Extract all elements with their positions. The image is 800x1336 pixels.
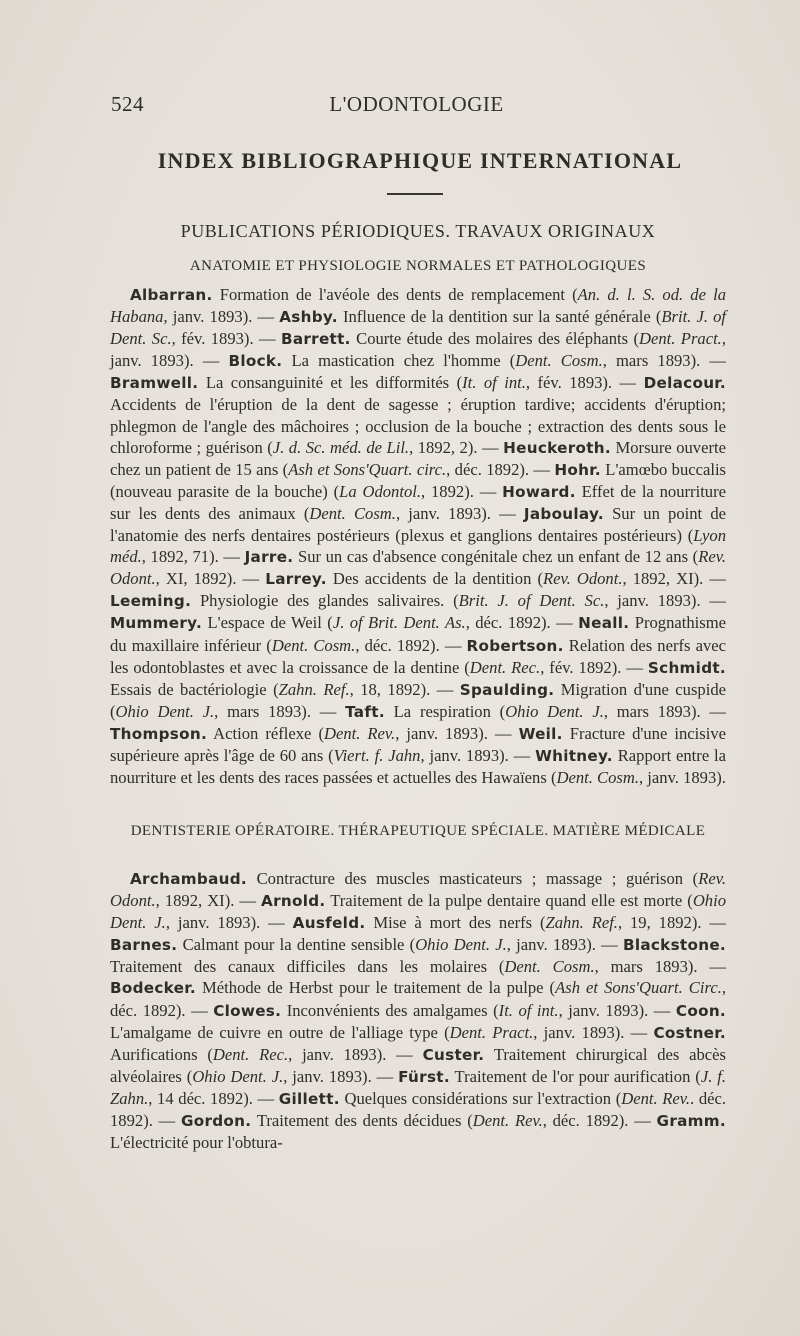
- entry-text: Sur un point de l'anatomie des nerfs dentaires postérieurs (plexus et ganglions dentaires postérieurs) (: [110, 503, 727, 546]
- entry-text: La mastication chez l'homme (: [282, 351, 516, 371]
- entry-author: Costner.: [653, 1023, 726, 1042]
- dentisterie-entries: [110, 868, 726, 1153]
- entry-text: Courte étude des molaires des éléphants (: [350, 329, 640, 349]
- entry-author: Howard.: [502, 482, 576, 501]
- entry-tail: , déc. 1892). —: [110, 978, 726, 1020]
- entry-text: Traitement de la pulpe dentaire quand elle est morte (: [325, 891, 693, 911]
- bibliography-entry: [110, 724, 519, 743]
- entry-text: L'espace de Weil (: [202, 613, 333, 633]
- entry-tail: , mars 1893). —: [594, 957, 726, 977]
- entry-author: Jarre.: [244, 548, 294, 567]
- bibliography-entry: [110, 373, 644, 392]
- entry-source: Ohio Dent. J.: [115, 701, 215, 721]
- entry-source: Lyon méd.: [110, 526, 726, 567]
- entry-text: Morsure ouverte chez un patient de 15 ans (: [110, 437, 726, 479]
- entry-text: La respiration (: [384, 701, 506, 721]
- entry-author: Barrett.: [280, 330, 351, 349]
- entry-tail: , janv. 1893). —: [506, 935, 623, 955]
- entry-source: Ash et Sons'Quart. circ.: [288, 459, 447, 479]
- entry-author: Archambaud.: [130, 870, 248, 888]
- entry-author: Heuckeroth.: [503, 438, 611, 457]
- bibliography-entry: [345, 702, 726, 721]
- entry-source: Viert. f. Jahn: [333, 745, 421, 765]
- entry-text: Action réflexe (: [207, 723, 324, 743]
- entry-tail: , janv. 1893).: [639, 768, 726, 788]
- entry-author: Gramm.: [656, 1112, 726, 1131]
- entry-tail: , déc. 1892). —: [446, 459, 555, 479]
- entry-author: Larrey.: [265, 570, 327, 589]
- entry-source: Dent. Pract.: [639, 329, 722, 349]
- entry-source: Ohio Dent. J.: [415, 935, 507, 955]
- entry-tail: , 1892, 71). —: [141, 547, 245, 567]
- entry-text: Physiologie des glandes salivaires. (: [191, 591, 459, 611]
- entry-tail: , mars 1893). —: [214, 701, 346, 721]
- entry-source: Dent. Cosm.: [309, 503, 396, 523]
- bibliography-entry: [110, 591, 726, 610]
- entry-tail: , janv. 1893). —: [163, 307, 280, 327]
- entry-tail: , 19, 1892). —: [617, 913, 727, 933]
- entry-text: Rapport entre la nourriture et les dents des races passées et actuelles des Hawaïens (: [110, 745, 726, 788]
- entry-source: Dent. Rec.: [212, 1044, 289, 1064]
- entry-text: Formation de l'avéole des dents de remplacement (: [212, 285, 578, 304]
- entry-source: Brit. J. of Dent. Sc.: [110, 307, 727, 349]
- entry-source: It. of int.: [498, 1000, 559, 1020]
- entry-tail: , déc. 1892). —: [542, 1111, 657, 1131]
- bibliography-entry: [265, 569, 726, 588]
- bibliography-entry: [110, 613, 578, 632]
- entry-tail: , fév. 1893). —: [525, 373, 644, 393]
- entry-author: Mummery.: [110, 614, 203, 633]
- entry-source: Zahn. Ref.: [278, 679, 350, 699]
- entry-author: Thompson.: [110, 724, 208, 743]
- entry-text: Influence de la dentition sur la santé générale (: [337, 307, 662, 327]
- entry-tail: , janv. 1893). —: [165, 913, 293, 933]
- entry-author: Delacour.: [643, 374, 726, 393]
- bibliography-entry: [293, 913, 726, 932]
- entry-text: Aurifications (: [110, 1044, 213, 1064]
- entry-text: Traitement des dents décidues (: [251, 1111, 473, 1131]
- entry-author: Gordon.: [180, 1112, 252, 1131]
- entry-source: Dent. Rev.: [472, 1111, 543, 1131]
- entry-source: Ash et Sons'Quart. Circ.: [555, 978, 722, 998]
- entry-tail: , janv. 1893). —: [110, 329, 726, 371]
- entry-text: Relation des nerfs avec les odontoblastes et avec la croissance de la dentine (: [110, 635, 726, 677]
- entry-tail: , déc. 1892). —: [465, 613, 579, 633]
- entry-author: Bodecker.: [110, 979, 196, 998]
- section-heading-publications: PUBLICATIONS PÉRIODIQUES. TRAVAUX ORIGINAUX: [180, 221, 656, 241]
- entry-author: Custer.: [422, 1045, 485, 1064]
- bibliography-entry: [110, 935, 623, 954]
- entry-source: Rev. Odont.: [110, 869, 726, 911]
- entry-source: La Odontol.: [339, 481, 422, 501]
- entry-source: Dent. Cosm.: [515, 351, 603, 371]
- entry-tail: , janv. 1893). —: [420, 745, 536, 765]
- entry-source: Zahn. Ref.: [545, 913, 618, 933]
- entry-text: Calmant pour la dentine sensible (: [177, 935, 416, 955]
- entry-text: Traitement chirurgical des abcès alvéolaires (: [110, 1044, 726, 1086]
- entry-source: Ohio Dent. J.: [110, 891, 727, 933]
- entry-author: Spaulding.: [459, 680, 555, 699]
- bibliography-entry: [213, 1001, 676, 1020]
- entry-tail: , fév. 1893). —: [171, 329, 281, 349]
- entry-tail: , 1892, XI). —: [622, 569, 726, 589]
- entry-author: Schmidt.: [647, 658, 726, 677]
- entry-author: Weil.: [518, 724, 563, 743]
- entry-author: Arnold.: [261, 892, 326, 911]
- entry-author: Barnes.: [110, 936, 178, 955]
- entry-author: Gillett.: [278, 1089, 340, 1108]
- page-number: 524: [111, 92, 144, 116]
- entry-text: L'électricité pour l'obtura-: [110, 1133, 283, 1153]
- bibliography-entry: [181, 1111, 657, 1130]
- entry-tail: , 1892). —: [421, 481, 503, 501]
- journal-title: L'ODONTOLOGIE: [329, 92, 504, 116]
- entry-text: Contracture des muscles masticateurs ; massage ; guérison (: [247, 869, 699, 888]
- entry-text: Accidents de l'éruption de la dent de sagesse ; éruption tardive; accidents d'éruption; phlegmon de l'angle des mâchoires ; occlusion de la bouche ; extraction des dents sous le chloroforme ; guérison (: [110, 395, 726, 457]
- entry-source: It. of int.: [462, 373, 526, 393]
- entry-text: La consanguinité et les difformités (: [198, 373, 463, 393]
- entry-tail: , janv. 1893). —: [283, 1066, 399, 1086]
- entry-tail: , 14 déc. 1892). —: [148, 1088, 279, 1108]
- entry-tail: , fév. 1892). —: [540, 657, 648, 677]
- entry-tail: . déc. 1892). —: [110, 1088, 726, 1131]
- entry-author: Taft.: [345, 702, 385, 721]
- entry-text: Fracture d'une incisive supérieure après l'âge de 60 ans (: [110, 723, 726, 765]
- entry-source: Rev. Odont.: [542, 569, 623, 589]
- entry-tail: , 18, 1892). —: [349, 679, 460, 699]
- entry-source: Dent. Cosm.: [271, 635, 356, 655]
- entry-tail: , janv. 1893). —: [604, 591, 726, 611]
- section-heading-dentisterie: DENTISTERIE OPÉRATOIRE. THÉRAPEUTIQUE SPÉCIALE. MATIÈRE MÉDICALE: [130, 823, 706, 839]
- entry-text: Prognathisme du maxillaire inférieur (: [110, 613, 727, 655]
- entry-tail: , 1892, XI). —: [155, 891, 262, 911]
- entry-tail: , janv. 1893). —: [395, 503, 524, 523]
- entry-text: L'amœbo buccalis (nouveau parasite de la bouche) (: [110, 459, 727, 501]
- entry-text: L'amalgame de cuivre en outre de l'alliage type (: [110, 1022, 450, 1042]
- section-heading-anatomie: ANATOMIE ET PHYSIOLOGIE NORMALES ET PATHOLOGIQUES: [189, 258, 647, 274]
- entry-tail: , mars 1893). —: [603, 701, 727, 721]
- entry-author: Ashby.: [279, 308, 338, 327]
- page-title: INDEX BIBLIOGRAPHIQUE INTERNATIONAL: [157, 148, 683, 173]
- entry-source: Ohio Dent. J.: [505, 701, 604, 721]
- entry-tail: , 1892, 2). —: [409, 437, 504, 457]
- entry-source: J. f. Zahn.: [110, 1066, 727, 1108]
- entry-text: Essais de bactériologie (: [110, 679, 279, 699]
- running-head: [109, 92, 724, 120]
- entry-author: Whitney.: [535, 746, 613, 765]
- entry-author: Hohr.: [554, 460, 601, 479]
- entry-source: J. of Brit. Dent. As.: [332, 613, 466, 633]
- title-divider: [387, 193, 443, 195]
- entry-source: Dent. Rev.: [323, 723, 396, 743]
- entry-text: Mise à mort des nerfs (: [365, 913, 546, 933]
- entry-tail: , déc. 1892). —: [355, 635, 467, 655]
- entry-author: Jaboulay.: [523, 504, 604, 523]
- entry-author: Block.: [228, 352, 283, 371]
- entry-source: Rev. Odont.: [110, 547, 726, 589]
- entry-author: Blackstone.: [622, 936, 726, 955]
- entry-author: Bramwell.: [110, 374, 199, 393]
- entry-source: Dent. Pract.: [449, 1022, 534, 1042]
- entry-tail: , janv. 1893). —: [288, 1044, 423, 1064]
- anatomie-entries: [110, 284, 726, 788]
- entry-text: Quelques considérations sur l'extraction (: [339, 1088, 622, 1108]
- entry-author: Ausfeld.: [292, 914, 366, 933]
- entry-text: Effet de la nourriture sur les dents des animaux (: [110, 481, 726, 523]
- entry-author: Albarran.: [130, 286, 213, 304]
- entry-author: Fürst.: [398, 1067, 450, 1086]
- entry-source: Dent. Rec.: [469, 657, 541, 677]
- entry-tail: , janv. 1893). —: [533, 1022, 654, 1042]
- entry-source: Brit. J. of Dent. Sc.: [458, 591, 605, 611]
- entry-source: Dent. Rev.: [621, 1088, 691, 1108]
- entry-text: Sur un cas d'absence congénitale chez un enfant de 12 ans (: [293, 547, 699, 567]
- entry-tail: , janv. 1893). —: [395, 723, 519, 743]
- bibliography-entry: [228, 351, 726, 370]
- entry-author: Robertson.: [466, 636, 564, 655]
- entry-source: Dent. Cosm.: [556, 768, 639, 788]
- entry-source: J. d. Sc. méd. de Lil.: [272, 437, 410, 457]
- entry-source: Dent. Cosm.: [504, 957, 595, 977]
- entry-tail: , janv. 1893). —: [558, 1000, 676, 1020]
- entry-author: Clowes.: [213, 1001, 282, 1020]
- entry-text: Migration d'une cuspide (: [110, 679, 726, 721]
- entry-text: Des accidents de la dentition (: [326, 569, 543, 589]
- entry-source: Ohio Dent. J.: [192, 1066, 284, 1086]
- entry-author: Leeming.: [110, 592, 192, 611]
- entry-text: Inconvénients des amalgames (: [281, 1000, 499, 1020]
- entry-source: An. d. l. S. od. de la Habana: [110, 285, 727, 327]
- entry-author: Coon.: [675, 1001, 727, 1020]
- entry-text: Traitement de l'or pour aurification (: [449, 1066, 701, 1086]
- entry-author: Neall.: [578, 614, 630, 633]
- entry-text: Traitement des canaux difficiles dans les molaires (: [110, 957, 505, 977]
- entry-text: Méthode de Herbst pour le traitement de la pulpe (: [195, 978, 556, 998]
- entry-tail: , mars 1893). —: [602, 351, 726, 371]
- entry-tail: , XI, 1892). —: [155, 569, 266, 589]
